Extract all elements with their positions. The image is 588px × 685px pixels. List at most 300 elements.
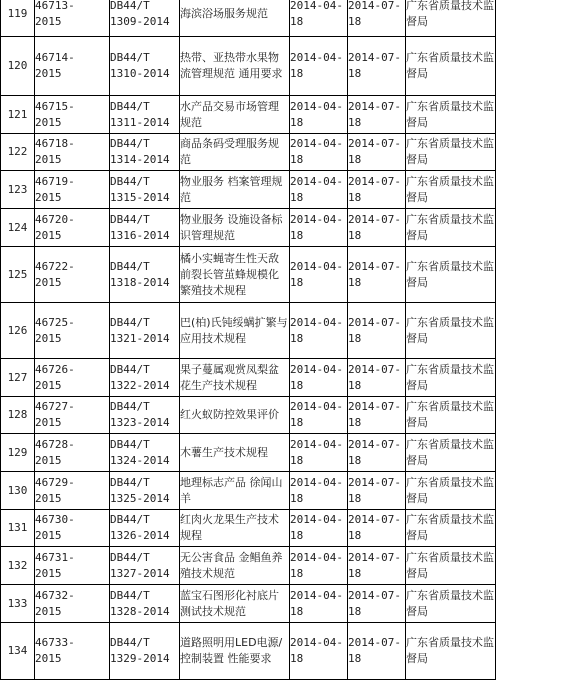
standard-name-cell (180, 247, 290, 303)
cell-text: 18 (348, 529, 362, 542)
cell-text: 物业服务 档案管理规范 (180, 174, 283, 204)
cell-text: 道路照明用LED电源/控制装置 性能要求 (180, 636, 283, 665)
cell-text: 2014-04- (290, 99, 343, 113)
cell-text: 2014-07- (348, 362, 401, 376)
cell-text: DB44/T (110, 259, 150, 273)
standard-code-cell (110, 359, 180, 397)
implement-date-cell (348, 96, 406, 134)
cell-text: 广东省质量技术监督局 (406, 513, 494, 542)
issuing-authority-cell (406, 359, 496, 397)
registration-number-cell (35, 247, 110, 303)
publish-date-cell (290, 0, 348, 37)
cell-text: 广东省质量技术监督局 (406, 437, 494, 467)
cell-text: 2014-07- (348, 550, 401, 564)
table-row (1, 434, 496, 472)
standard-code-cell (110, 171, 180, 209)
cell-text: 2014-04- (290, 174, 343, 188)
cell-text: 46718- (35, 137, 75, 150)
row-number-cell (1, 96, 35, 134)
cell-text: 18 (290, 491, 304, 505)
issuing-authority-cell (406, 510, 496, 547)
issuing-authority-cell (406, 171, 496, 209)
cell-text: 1329-2014 (110, 652, 170, 665)
cell-text: 果子蔓属观赏凤梨盆花生产技术规程 (180, 362, 279, 392)
cell-text: DB44/T (110, 588, 150, 602)
cell-text: 2015 (35, 67, 62, 80)
cell-text: 广东省质量技术监督局 (406, 174, 494, 204)
cell-text: 18 (290, 15, 304, 28)
cell-text: 广东省质量技术监督局 (406, 636, 494, 665)
standard-name-cell (180, 547, 290, 585)
registration-number-cell (35, 397, 110, 434)
table-row (1, 247, 496, 303)
cell-text: 无公害食品 金鲳鱼养殖技术规范 (180, 550, 283, 580)
cell-text: 46726- (35, 362, 75, 376)
registration-number-cell (35, 134, 110, 171)
implement-date-cell (348, 247, 406, 303)
cell-text: 46725- (35, 315, 75, 329)
row-number-cell (1, 472, 35, 510)
cell-text: 2014-04- (290, 51, 343, 64)
cell-text: DB44/T (110, 315, 150, 329)
cell-text: 46728- (35, 437, 75, 451)
cell-text: 46713- (35, 0, 75, 12)
registration-number-cell (35, 171, 110, 209)
cell-text: 46715- (35, 99, 75, 113)
cell-text: 2015 (35, 190, 62, 204)
table-row (1, 37, 496, 96)
cell-text: 物业服务 设施设备标识管理规范 (180, 212, 283, 242)
standard-name-cell (180, 37, 290, 96)
cell-text: 134 (7, 644, 28, 657)
cell-text: 46714- (35, 51, 75, 64)
cell-text: 1321-2014 (110, 331, 170, 345)
standard-name-cell (180, 209, 290, 247)
registration-number-cell (35, 510, 110, 547)
registration-number-cell (35, 472, 110, 510)
table-row (1, 0, 496, 37)
standard-code-cell (110, 472, 180, 510)
cell-text: 商品条码受理服务规范 (180, 137, 279, 166)
cell-text: 热带、亚热带水果物流管理规范 通用要求 (180, 51, 283, 80)
cell-text: DB44/T (110, 400, 150, 413)
cell-text: 18 (348, 566, 362, 580)
registration-number-cell (35, 0, 110, 37)
standard-name-cell (180, 359, 290, 397)
standard-code-cell (110, 96, 180, 134)
row-number-cell (1, 359, 35, 397)
cell-text: 2015 (35, 652, 62, 665)
implement-date-cell (348, 359, 406, 397)
standard-code-cell (110, 37, 180, 96)
row-number-cell (1, 510, 35, 547)
implement-date-cell (348, 303, 406, 359)
cell-text: 2014-07- (348, 137, 401, 150)
table-row (1, 397, 496, 434)
cell-text: 2014-07- (348, 437, 401, 451)
registration-number-cell (35, 209, 110, 247)
cell-text: 124 (7, 220, 28, 234)
cell-text: 广东省质量技术监督局 (406, 315, 494, 345)
cell-text: 2015 (35, 566, 62, 580)
cell-text: 广东省质量技术监督局 (406, 550, 494, 580)
implement-date-cell (348, 37, 406, 96)
cell-text: 蓝宝石图形化衬底片测试技术规范 (180, 588, 279, 618)
cell-text: 126 (7, 323, 28, 337)
cell-text: 18 (290, 378, 304, 392)
cell-text: 2014-07- (348, 400, 401, 413)
cell-text: 2014-04- (290, 362, 343, 376)
issuing-authority-cell (406, 209, 496, 247)
row-number-cell (1, 303, 35, 359)
cell-text: 2015 (35, 604, 62, 618)
cell-text: 1324-2014 (110, 453, 170, 467)
cell-text: 2014-04- (290, 636, 343, 649)
implement-date-cell (348, 472, 406, 510)
standard-name-cell (180, 96, 290, 134)
cell-text: 2014-07- (348, 636, 401, 649)
cell-text: 46730- (35, 513, 75, 526)
issuing-authority-cell (406, 247, 496, 303)
registration-number-cell (35, 434, 110, 472)
publish-date-cell (290, 585, 348, 623)
cell-text: 18 (290, 331, 304, 345)
standard-code-cell (110, 623, 180, 680)
cell-text: 2014-04- (290, 400, 343, 413)
cell-text: 2014-07- (348, 174, 401, 188)
implement-date-cell (348, 171, 406, 209)
standard-code-cell (110, 247, 180, 303)
implement-date-cell (348, 623, 406, 680)
cell-text: 18 (290, 416, 304, 429)
cell-text: 130 (7, 483, 28, 497)
cell-text: 122 (7, 145, 28, 158)
publish-date-cell (290, 303, 348, 359)
cell-text: 2014-04- (290, 513, 343, 526)
issuing-authority-cell (406, 37, 496, 96)
table-row (1, 510, 496, 547)
table-row (1, 303, 496, 359)
cell-text: 46729- (35, 475, 75, 489)
standard-code-cell (110, 0, 180, 37)
cell-text: 18 (290, 190, 304, 204)
cell-text: 18 (290, 275, 304, 289)
standard-code-cell (110, 134, 180, 171)
implement-date-cell (348, 397, 406, 434)
cell-text: 18 (290, 228, 304, 242)
cell-text: 18 (348, 15, 362, 28)
cell-text: 1325-2014 (110, 491, 170, 505)
standard-code-cell (110, 585, 180, 623)
cell-text: 46732- (35, 588, 75, 602)
standard-code-cell (110, 397, 180, 434)
issuing-authority-cell (406, 585, 496, 623)
cell-text: DB44/T (110, 51, 150, 64)
cell-text: 2015 (35, 228, 62, 242)
implement-date-cell (348, 434, 406, 472)
cell-text: 18 (290, 153, 304, 166)
cell-text: 广东省质量技术监督局 (406, 259, 494, 289)
issuing-authority-cell (406, 0, 496, 37)
publish-date-cell (290, 397, 348, 434)
cell-text: 广东省质量技术监督局 (406, 475, 494, 505)
publish-date-cell (290, 96, 348, 134)
issuing-authority-cell (406, 547, 496, 585)
cell-text: DB44/T (110, 0, 150, 12)
publish-date-cell (290, 209, 348, 247)
cell-text: 18 (290, 529, 304, 542)
registration-number-cell (35, 623, 110, 680)
publish-date-cell (290, 472, 348, 510)
row-number-cell (1, 247, 35, 303)
cell-text: DB44/T (110, 437, 150, 451)
cell-text: 2014-04- (290, 588, 343, 602)
cell-text: 2014-04- (290, 212, 343, 226)
table-row (1, 209, 496, 247)
cell-text: 18 (290, 604, 304, 618)
registration-number-cell (35, 585, 110, 623)
row-number-cell (1, 397, 35, 434)
cell-text: 18 (348, 67, 362, 80)
cell-text: 18 (290, 566, 304, 580)
cell-text: 2014-04- (290, 550, 343, 564)
cell-text: 2015 (35, 275, 62, 289)
cell-text: 46719- (35, 174, 75, 188)
registration-number-cell (35, 547, 110, 585)
cell-text: 18 (348, 331, 362, 345)
cell-text: 18 (348, 416, 362, 429)
cell-text: 水产品交易市场管理规范 (180, 99, 279, 129)
implement-date-cell (348, 585, 406, 623)
cell-text: DB44/T (110, 174, 150, 188)
cell-text: 2015 (35, 491, 62, 505)
cell-text: 125 (7, 267, 28, 281)
cell-text: 18 (348, 153, 362, 166)
publish-date-cell (290, 247, 348, 303)
table-row (1, 359, 496, 397)
cell-text: 2014-04- (290, 137, 343, 150)
cell-text: 广东省质量技术监督局 (406, 137, 494, 166)
cell-text: 2014-07- (348, 212, 401, 226)
cell-text: 2014-07- (348, 513, 401, 526)
implement-date-cell (348, 134, 406, 171)
registration-number-cell (35, 303, 110, 359)
cell-text: 广东省质量技术监督局 (406, 362, 494, 392)
cell-text: 广东省质量技术监督局 (406, 99, 494, 129)
cell-text: 2014-07- (348, 259, 401, 273)
issuing-authority-cell (406, 134, 496, 171)
cell-text: 2014-07- (348, 0, 401, 12)
publish-date-cell (290, 171, 348, 209)
table-row (1, 623, 496, 680)
cell-text: 18 (348, 491, 362, 505)
cell-text: DB44/T (110, 550, 150, 564)
registration-number-cell (35, 37, 110, 96)
cell-text: 18 (290, 652, 304, 665)
table-body (1, 0, 496, 680)
publish-date-cell (290, 623, 348, 680)
implement-date-cell (348, 0, 406, 37)
row-number-cell (1, 0, 35, 37)
table-row (1, 96, 496, 134)
cell-text: 2015 (35, 453, 62, 467)
row-number-cell (1, 209, 35, 247)
cell-text: 46722- (35, 259, 75, 273)
row-number-cell (1, 547, 35, 585)
cell-text: 红火蚁防控效果评价 (180, 408, 279, 421)
cell-text: 2015 (35, 378, 62, 392)
row-number-cell (1, 171, 35, 209)
standard-name-cell (180, 303, 290, 359)
row-number-cell (1, 434, 35, 472)
table-row (1, 547, 496, 585)
cell-text: 2014-04- (290, 475, 343, 489)
cell-text: 红肉火龙果生产技术规程 (180, 513, 279, 542)
standard-name-cell (180, 434, 290, 472)
cell-text: 2014-04- (290, 315, 343, 329)
standard-code-cell (110, 303, 180, 359)
row-number-cell (1, 585, 35, 623)
cell-text: 广东省质量技术监督局 (406, 51, 494, 80)
cell-text: DB44/T (110, 212, 150, 226)
table-row (1, 472, 496, 510)
standard-code-cell (110, 547, 180, 585)
cell-text: 1327-2014 (110, 566, 170, 580)
table-row (1, 134, 496, 171)
cell-text: DB44/T (110, 362, 150, 376)
cell-text: 18 (348, 228, 362, 242)
cell-text: 18 (348, 115, 362, 129)
cell-text: 2015 (35, 529, 62, 542)
row-number-cell (1, 623, 35, 680)
cell-text: 广东省质量技术监督局 (406, 400, 494, 429)
cell-text: 橘小实蝇寄生性天敌前裂长管茧蜂规模化繁殖技术规程 (180, 251, 279, 297)
issuing-authority-cell (406, 397, 496, 434)
cell-text: 2014-07- (348, 475, 401, 489)
cell-text: 1310-2014 (110, 67, 170, 80)
cell-text: 123 (7, 182, 28, 196)
table-row (1, 585, 496, 623)
registration-number-cell (35, 96, 110, 134)
cell-text: 129 (7, 445, 28, 459)
standard-name-cell (180, 585, 290, 623)
row-number-cell (1, 134, 35, 171)
cell-text: 132 (7, 558, 28, 572)
cell-text: 2015 (35, 15, 62, 28)
registration-number-cell (35, 359, 110, 397)
cell-text: 广东省质量技术监督局 (406, 0, 494, 28)
issuing-authority-cell (406, 623, 496, 680)
cell-text: 18 (348, 190, 362, 204)
cell-text: 131 (7, 521, 28, 534)
cell-text: 1326-2014 (110, 529, 170, 542)
standard-name-cell (180, 134, 290, 171)
implement-date-cell (348, 510, 406, 547)
cell-text: 46727- (35, 400, 75, 413)
standard-name-cell (180, 623, 290, 680)
cell-text: 18 (290, 67, 304, 80)
cell-text: 2015 (35, 416, 62, 429)
cell-text: 1318-2014 (110, 275, 170, 289)
cell-text: 1323-2014 (110, 416, 170, 429)
cell-text: 46731- (35, 550, 75, 564)
cell-text: 2014-04- (290, 259, 343, 273)
cell-text: 2015 (35, 115, 62, 129)
cell-text: 2014-07- (348, 51, 401, 64)
cell-text: 2014-07- (348, 315, 401, 329)
cell-text: 18 (348, 453, 362, 467)
publish-date-cell (290, 547, 348, 585)
cell-text: 2014-04- (290, 0, 343, 12)
cell-text: 128 (7, 408, 28, 421)
cell-text: 2015 (35, 153, 62, 166)
publish-date-cell (290, 134, 348, 171)
cell-text: 120 (7, 59, 28, 72)
standard-code-cell (110, 209, 180, 247)
cell-text: 18 (290, 453, 304, 467)
cell-text: 2014-07- (348, 588, 401, 602)
standard-name-cell (180, 0, 290, 37)
cell-text: 巴(柏)氏钝绥螨扩繁与应用技术规程 (180, 315, 288, 345)
cell-text: 木薯生产技术规程 (180, 445, 268, 459)
cell-text: 1322-2014 (110, 378, 170, 392)
standard-name-cell (180, 171, 290, 209)
cell-text: 127 (7, 370, 28, 384)
cell-text: 1328-2014 (110, 604, 170, 618)
cell-text: 18 (348, 652, 362, 665)
row-number-cell (1, 37, 35, 96)
implement-date-cell (348, 547, 406, 585)
cell-text: 1316-2014 (110, 228, 170, 242)
cell-text: DB44/T (110, 99, 150, 113)
cell-text: 1314-2014 (110, 153, 170, 166)
cell-text: 广东省质量技术监督局 (406, 212, 494, 242)
standard-name-cell (180, 397, 290, 434)
cell-text: 广东省质量技术监督局 (406, 588, 494, 618)
cell-text: DB44/T (110, 513, 150, 526)
cell-text: 18 (290, 115, 304, 129)
issuing-authority-cell (406, 472, 496, 510)
cell-text: 2014-04- (290, 437, 343, 451)
implement-date-cell (348, 209, 406, 247)
cell-text: 133 (7, 596, 28, 610)
cell-text: 46720- (35, 212, 75, 226)
issuing-authority-cell (406, 303, 496, 359)
issuing-authority-cell (406, 96, 496, 134)
publish-date-cell (290, 434, 348, 472)
issuing-authority-cell (406, 434, 496, 472)
standard-name-cell (180, 510, 290, 547)
standard-code-cell (110, 510, 180, 547)
cell-text: 2014-07- (348, 99, 401, 113)
cell-text: 121 (7, 107, 28, 121)
cell-text: 1311-2014 (110, 115, 170, 129)
cell-text: 海滨浴场服务规范 (180, 7, 268, 20)
publish-date-cell (290, 359, 348, 397)
cell-text: 18 (348, 275, 362, 289)
publish-date-cell (290, 37, 348, 96)
cell-text: DB44/T (110, 475, 150, 489)
cell-text: 119 (7, 7, 28, 20)
standard-code-cell (110, 434, 180, 472)
cell-text: 18 (348, 378, 362, 392)
cell-text: 1309-2014 (110, 15, 170, 28)
cell-text: DB44/T (110, 137, 150, 150)
table-row (1, 171, 496, 209)
publish-date-cell (290, 510, 348, 547)
cell-text: 1315-2014 (110, 190, 170, 204)
standard-name-cell (180, 472, 290, 510)
